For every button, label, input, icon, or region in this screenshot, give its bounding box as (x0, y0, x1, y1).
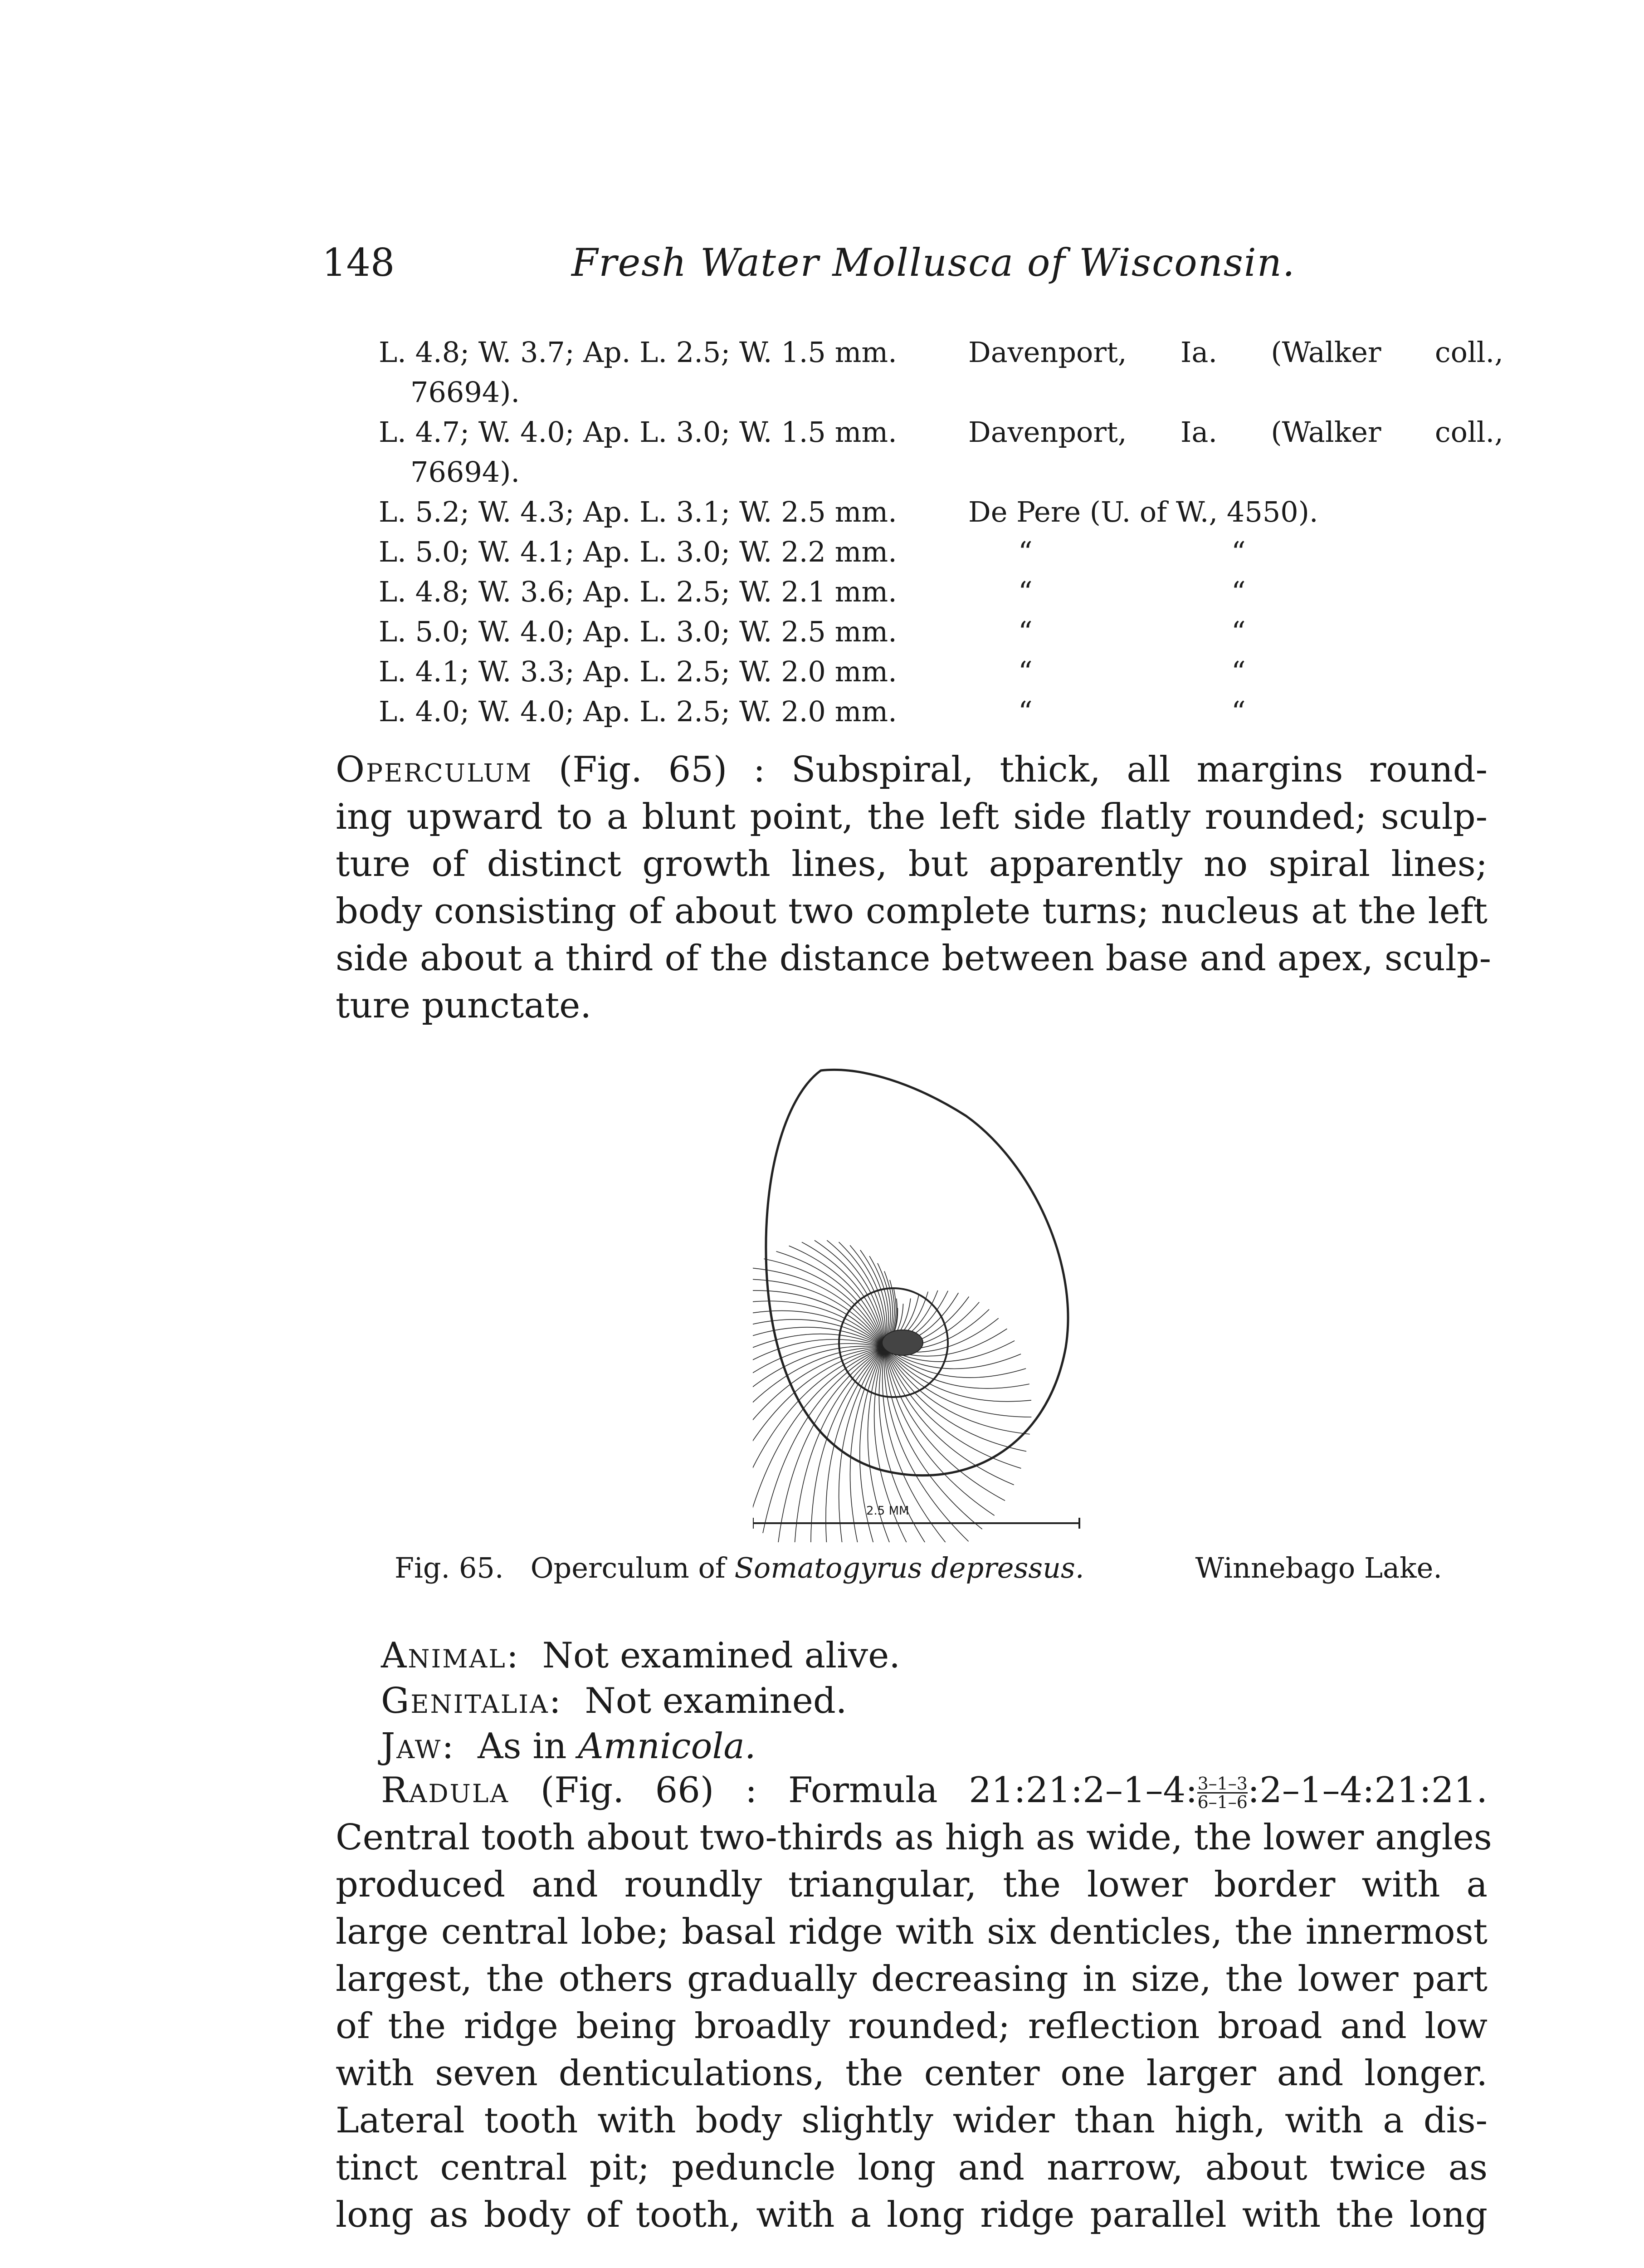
measurement-row: L. 5.0; W. 4.1; Ap. L. 3.0; W. 2.2 mm. “ “ (379, 535, 1246, 568)
measurement-row: L. 4.8; W. 3.7; Ap. L. 2.5; W. 1.5 mm. Davenport, Ia. (Walker coll., (379, 336, 1503, 369)
operculum-illustration (753, 1070, 1068, 1542)
scale-label: 2.5 MM (866, 1504, 909, 1518)
measurement-row-continuation: 76694). (410, 455, 520, 489)
operculum-figure (753, 1066, 1093, 1542)
measurement-row: L. 4.8; W. 3.6; Ap. L. 2.5; W. 2.1 mm. “ “ (379, 575, 1246, 608)
genitalia-line: Genitalia: Not examined. (381, 1681, 847, 1721)
jaw-line: Jaw: As in Amnicola. (381, 1726, 756, 1767)
page-number: 148 (322, 240, 395, 285)
anatomy-notes (381, 1633, 900, 1769)
measurement-row-continuation: 76694). (410, 376, 520, 409)
measurement-row: L. 4.7; W. 4.0; Ap. L. 3.0; W. 1.5 mm. Davenport, Ia. (Walker coll., (379, 415, 1503, 449)
measurement-row: L. 5.0; W. 4.0; Ap. L. 3.0; W. 2.5 mm. “ “ (379, 615, 1246, 648)
radula-formula: Radula (Fig. 66) : Formula 21:21:2–1–4: $\frac{3-1-3}{6-1-6}$ :2–1–4:21:21. (381, 1770, 1488, 1812)
animal-line: Animal: Not examined alive. (381, 1635, 901, 1676)
measurement-row: L. 4.0; W. 4.0; Ap. L. 2.5; W. 2.0 mm. “ “ (379, 695, 1246, 728)
operculum-heading: Operculum (336, 749, 533, 790)
radula-paragraph: Radula (Fig. 66) : Formula 21:21:2–1–4: $\frac{3-1-3}{6-1-6}$ :2–1–4:21:21. Central tooth about two-thirds as high as wide, the lower angles produced and roundly triangular, the lower border with a large central lobe; basal ridge with six denticles, the innermost largest, the others gradually decreasing in size, the lower part of the ridge being broadly rounded; reflection broad and low with seven denticulations, the center one larger and longer. Lateral tooth with body slightly wider than high, with a dis- tinct central pit; peduncle long and narrow, about twice as long as body of tooth, with a long ridge parallel with the long (336, 1767, 1488, 2239)
running-title: Fresh Water Mollusca of Wisconsin. (571, 240, 1296, 285)
measurement-row: L. 4.1; W. 3.3; Ap. L. 2.5; W. 2.0 mm. “ “ (379, 655, 1246, 688)
formula-fraction: $\frac{3-1-3}{6-1-6}$ (1197, 1774, 1248, 1812)
measurement-list (379, 336, 1503, 735)
operculum-paragraph: Operculum (Fig. 65) : Subspiral, thick, all margins round- ing upward to a blunt point, the left side flatly rounded; sculp- ture of distinct growth lines, but apparently no spiral lines; body consisting of about two complete turns; nucleus at the left side about a third of the distance between base and apex, sculp- ture punctate. (336, 749, 1492, 1026)
figure-caption: Fig. 65. Operculum of Somatogyrus depressus. Winnebago Lake. (395, 1551, 1442, 1584)
page-header (322, 240, 1338, 290)
measurement-row: L. 5.2; W. 4.3; Ap. L. 3.1; W. 2.5 mm. De Pere (U. of W., 4550). (379, 495, 1318, 528)
